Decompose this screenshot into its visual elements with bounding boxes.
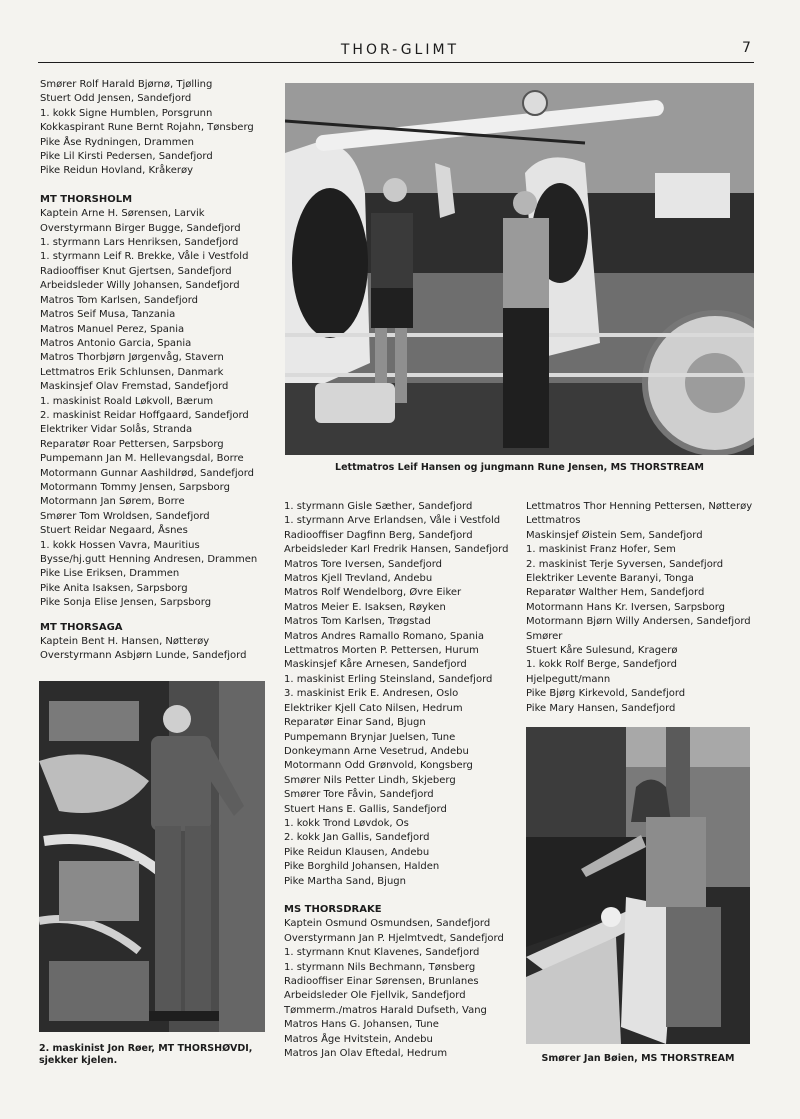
crew-entry: Elektriker Vidar Solås, Stranda — [40, 424, 193, 436]
crew-entry: Matros Andres Ramallo Romano, Spania — [284, 630, 484, 642]
crew-list-thorsdrake-continued — [526, 500, 756, 716]
crew-entry: Motormann Tommy Jensen, Sarpsborg — [40, 481, 230, 493]
crew-entry: 1. kokk Rolf Berge, Sandefjord — [526, 659, 677, 671]
crew-entry: Stuert Hans E. Gallis, Sandefjord — [284, 803, 447, 815]
crew-entry: Matros Antonio Garcia, Spania — [40, 337, 192, 349]
caption-railing-photo: Smører Jan Bøien, MS THORSTREAM — [541, 1053, 735, 1064]
crew-entry: Motormann Odd Grønvold, Kongsberg — [284, 760, 473, 772]
deck-photo-illustration — [285, 83, 754, 455]
crew-entry: Pumpemann Brynjar Juelsen, Tune — [284, 731, 456, 743]
crew-entry: Matros Tom Karlsen, Sandefjord — [40, 294, 198, 306]
crew-list-thorstream-continued — [284, 500, 519, 889]
crew-entry: Elektriker Kjell Cato Nilsen, Hedrum — [284, 702, 463, 714]
crew-entry: Matros Thorbjørn Jørgenvåg, Stavern — [40, 352, 224, 364]
crew-entry: 1. styrmann Gisle Sæther, Sandefjord — [284, 501, 473, 512]
caption-deck-photo: Lettmatros Leif Hansen og jungmann Rune Jensen, MS THORSTREAM — [335, 462, 704, 473]
ship-heading-thorsholm: MT THORSHOLM — [40, 193, 133, 205]
crew-entry: Reparatør Roar Pettersen, Sarpsborg — [40, 438, 224, 450]
crew-entry: Matros Seif Musa, Tanzania — [40, 309, 176, 321]
crew-entry: Pike Borghild Johansen, Halden — [284, 861, 440, 873]
crew-entry: Maskinsjef Olav Fremstad, Sandefjord — [40, 381, 229, 393]
crew-entry: Kaptein Osmund Osmundsen, Sandefjord — [284, 918, 491, 930]
crew-entry: Kaptein Bent H. Hansen, Nøtterøy — [40, 636, 210, 648]
crew-entry: 1. styrmann Knut Klavenes, Sandefjord — [284, 947, 480, 959]
crew-entry: Smører Tore Fåvin, Sandefjord — [284, 789, 434, 801]
crew-entry: Hjelpegutt/mann — [526, 673, 611, 685]
ship-heading-thorsdrake: MS THORSDRAKE — [284, 903, 382, 915]
crew-entry: Matros Kjell Trevland, Andebu — [284, 573, 433, 585]
crew-entry: Maskinsjef Øistein Sem, Sandefjord — [526, 529, 703, 541]
crew-entry: Matros Tom Karlsen, Trøgstad — [284, 616, 431, 628]
crew-entry: Pumpemann Jan M. Hellevangsdal, Borre — [40, 453, 244, 465]
crew-entry: Overstyrmann Jan P. Hjelmtvedt, Sandefjord — [284, 932, 504, 944]
crew-entry: Matros Meier E. Isaksen, Røyken — [284, 601, 446, 613]
crew-entry: Reparatør Einar Sand, Bjugn — [284, 717, 426, 729]
crew-entry: Arbeidsleder Karl Fredrik Hansen, Sandefjord — [284, 544, 509, 556]
crew-entry: Lettmatros — [526, 515, 581, 527]
crew-entry: Arbeidsleder Ole Fjellvik, Sandefjord — [284, 990, 466, 1002]
crew-entry: 2. maskinist Reidar Hoffgaard, Sandefjord — [40, 409, 249, 421]
crew-entry: Donkeymann Arne Vesetrud, Andebu — [284, 745, 469, 757]
crew-entry: Kokkaspirant Rune Bernt Rojahn, Tønsberg — [40, 122, 254, 134]
crew-entry: Pike Sonja Elise Jensen, Sarpsborg — [40, 597, 212, 609]
crew-entry: 1. maskinist Roald Løkvoll, Bærum — [40, 395, 214, 407]
railing-photo-illustration — [526, 727, 750, 1044]
crew-entry: Arbeidsleder Willy Johansen, Sandefjord — [40, 280, 240, 292]
crew-entry: Maskinsjef Kåre Arnesen, Sandefjord — [284, 659, 467, 671]
crew-entry: Pike Mary Hansen, Sandefjord — [526, 702, 676, 714]
crew-entry: Radiooffiser Knut Gjertsen, Sandefjord — [40, 265, 232, 277]
crew-entry: Smører Nils Petter Lindh, Skjeberg — [284, 774, 456, 786]
crew-column-2 — [284, 500, 519, 1061]
crew-entry: Elektriker Levente Baranyi, Tonga — [526, 573, 694, 585]
crew-entry: Matros Hans G. Johansen, Tune — [284, 1019, 439, 1031]
crew-entry: 1. kokk Hossen Vavra, Mauritius — [40, 539, 200, 551]
crew-entry: Pike Lil Kirsti Pedersen, Sandefjord — [40, 151, 213, 163]
crew-entry: Matros Manuel Perez, Spania — [40, 323, 185, 335]
crew-entry: Pike Reidun Hovland, Kråkerøy — [40, 165, 194, 177]
crew-entry: 1. kokk Trond Løvdok, Os — [284, 817, 409, 829]
crew-entry: Matros Jan Olav Eftedal, Hedrum — [284, 1048, 448, 1060]
crew-entry: Smører Rolf Harald Bjørnø, Tjølling — [40, 79, 213, 90]
crew-column-3 — [526, 500, 756, 716]
engine-photo-illustration — [39, 681, 265, 1032]
crew-entry: 1. styrmann Lars Henriksen, Sandefjord — [40, 237, 239, 249]
crew-entry: Pike Bjørg Kirkevold, Sandefjord — [526, 688, 686, 700]
crew-entry: Motormann Jan Sørem, Borre — [40, 496, 185, 508]
crew-list-continued — [40, 78, 280, 179]
crew-entry: Lettmatros Morten P. Pettersen, Hurum — [284, 645, 479, 657]
crew-entry: 3. maskinist Erik E. Andresen, Oslo — [284, 688, 459, 700]
crew-entry: 1. styrmann Arve Erlandsen, Våle i Vestfold — [284, 515, 501, 527]
crew-entry: Matros Åge Hvitstein, Andebu — [284, 1033, 433, 1045]
crew-list-thorsaga — [40, 635, 280, 664]
crew-entry: Motormann Bjørn Willy Andersen, Sandefjord — [526, 616, 751, 628]
crew-entry: 1. maskinist Erling Steinsland, Sandefjord — [284, 673, 493, 685]
crew-entry: Kaptein Arne H. Sørensen, Larvik — [40, 208, 205, 220]
crew-entry: Motormann Hans Kr. Iversen, Sarpsborg — [526, 601, 726, 613]
header-rule — [38, 62, 754, 63]
crew-entry: 1. maskinist Franz Hofer, Sem — [526, 544, 676, 556]
crew-entry: Stuert Odd Jensen, Sandefjord — [40, 93, 192, 105]
crew-entry: Matros Rolf Wendelborg, Øvre Eiker — [284, 587, 462, 599]
crew-entry: 2. maskinist Terje Syversen, Sandefjord — [526, 558, 724, 570]
crew-entry: Pike Martha Sand, Bjugn — [284, 875, 406, 887]
crew-entry: Pike Anita Isaksen, Sarpsborg — [40, 582, 188, 594]
crew-entry: Motormann Gunnar Aashildrød, Sandefjord — [40, 467, 254, 479]
crew-list-thorsdrake — [284, 917, 519, 1061]
photo-engine-room — [39, 681, 265, 1032]
photo-railing-sailor — [526, 727, 750, 1044]
crew-entry: 1. styrmann Leif R. Brekke, Våle i Vestfold — [40, 251, 249, 263]
crew-entry: Lettmatros Thor Henning Pettersen, Nøtterøy — [526, 501, 753, 512]
crew-entry: Matros Tore Iversen, Sandefjord — [284, 558, 443, 570]
crew-entry: Pike Lise Eriksen, Drammen — [40, 568, 180, 580]
crew-entry: 1. styrmann Nils Bechmann, Tønsberg — [284, 961, 476, 973]
crew-entry: Stuert Reidar Negaard, Åsnes — [40, 525, 188, 537]
crew-entry: Overstyrmann Asbjørn Lunde, Sandefjord — [40, 650, 247, 662]
crew-entry: Tømmerm./matros Harald Dufseth, Vang — [284, 1004, 487, 1016]
crew-entry: Overstyrmann Birger Bugge, Sandefjord — [40, 222, 241, 234]
magazine-title: THOR-GLIMT — [340, 42, 460, 58]
crew-entry: Smører Tom Wroldsen, Sandefjord — [40, 510, 210, 522]
caption-engine-photo: 2. maskinist Jon Røer, MT THORSHØVDI, sjekker kjelen. — [39, 1043, 253, 1066]
crew-entry: Smører — [526, 630, 563, 642]
crew-entry: Radiooffiser Einar Sørensen, Brunlanes — [284, 976, 479, 987]
photo-deck-sailors — [285, 83, 754, 455]
crew-entry: 2. kokk Jan Gallis, Sandefjord — [284, 832, 430, 844]
crew-entry: Stuert Kåre Sulesund, Kragerø — [526, 645, 678, 657]
ship-heading-thorsaga: MT THORSAGA — [40, 621, 123, 633]
crew-entry: Radiooffiser Dagfinn Berg, Sandefjord — [284, 529, 473, 541]
crew-list-thorsholm — [40, 207, 280, 610]
crew-entry: Pike Reidun Klausen, Andebu — [284, 846, 430, 858]
crew-entry: Reparatør Walther Hem, Sandefjord — [526, 587, 705, 599]
page-number: 7 — [742, 40, 751, 56]
crew-entry: Pike Åse Rydningen, Drammen — [40, 136, 194, 148]
crew-entry: Bysse/hj.gutt Henning Andresen, Drammen — [40, 554, 258, 565]
crew-entry: Lettmatros Erik Schlunsen, Danmark — [40, 366, 224, 378]
crew-entry: 1. kokk Signe Humblen, Porsgrunn — [40, 107, 213, 119]
crew-column-1 — [40, 78, 280, 664]
